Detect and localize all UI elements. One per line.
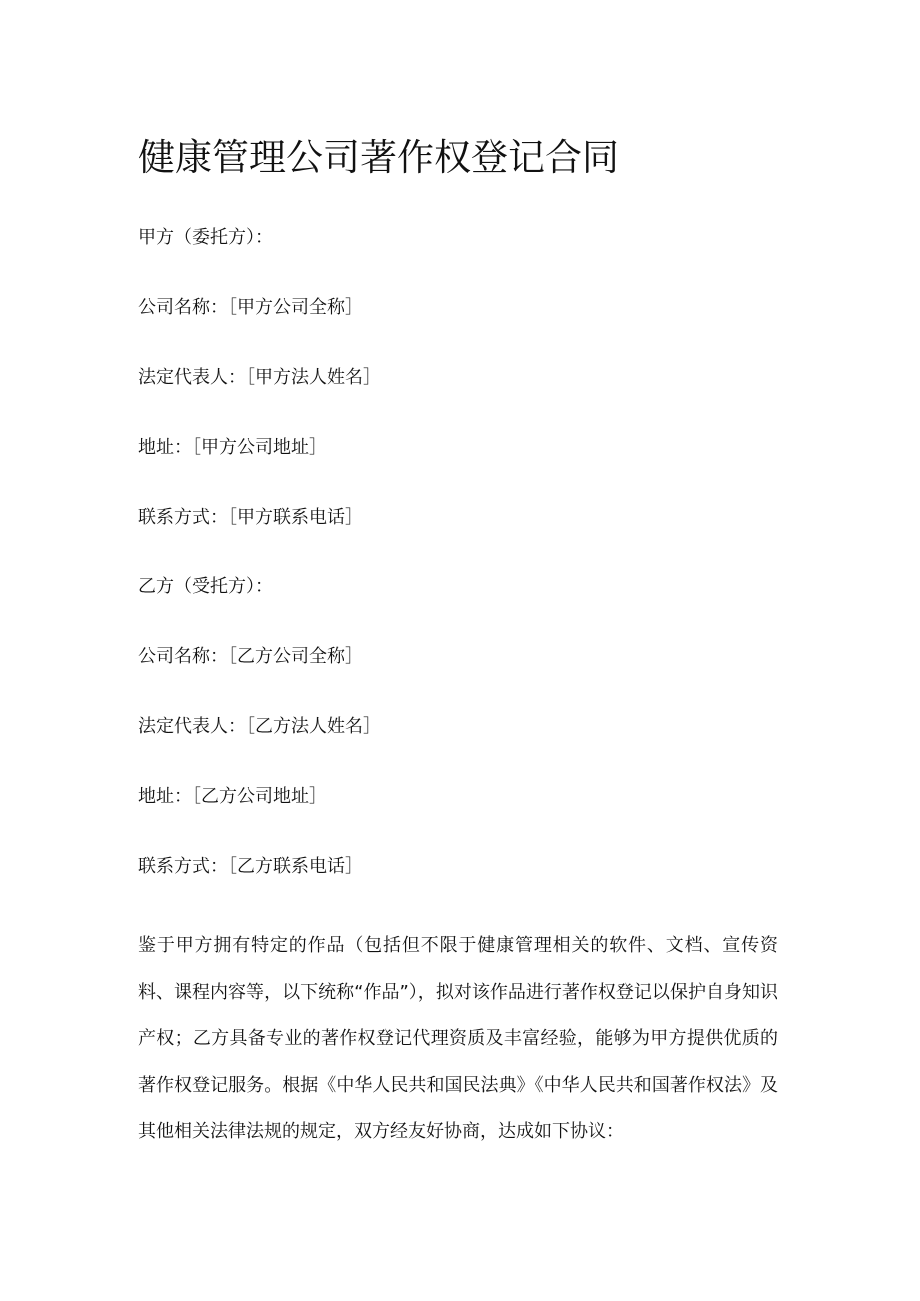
party-a-legal-representative: 法定代表人：［甲方法人姓名］ (138, 367, 381, 388)
party-a-address: 地址：［甲方公司地址］ (138, 437, 327, 458)
party-a-company-name: 公司名称：［甲方公司全称］ (138, 297, 363, 318)
preamble-paragraph: 鉴于甲方拥有特定的作品（包括但不限于健康管理相关的软件、文档、宣传资料、课程内容等，以下统称“作品”），拟对该作品进行著作权登记以保护自身知识产权；乙方具备专业的著作权登记代理资质及丰富经验，能够为甲方提供优质的著作权登记服务。根据《中华人民共和国民法典》《中华人民共和国著作权法》及其他相关法律法规的规定，双方经友好协商，达成如下协议： (138, 935, 778, 1142)
party-b-company-name: 公司名称：［乙方公司全称］ (138, 646, 363, 667)
party-b-heading: 乙方（受托方）： (138, 576, 273, 597)
party-a-contact: 联系方式：［甲方联系电话］ (138, 507, 363, 528)
party-b-address: 地址：［乙方公司地址］ (138, 786, 327, 807)
party-a-heading: 甲方（委托方）： (138, 227, 273, 248)
party-b-legal-representative: 法定代表人：［乙方法人姓名］ (138, 716, 381, 737)
document-title: 健康管理公司著作权登记合同 (138, 136, 619, 179)
party-b-contact: 联系方式：［乙方联系电话］ (138, 856, 363, 877)
